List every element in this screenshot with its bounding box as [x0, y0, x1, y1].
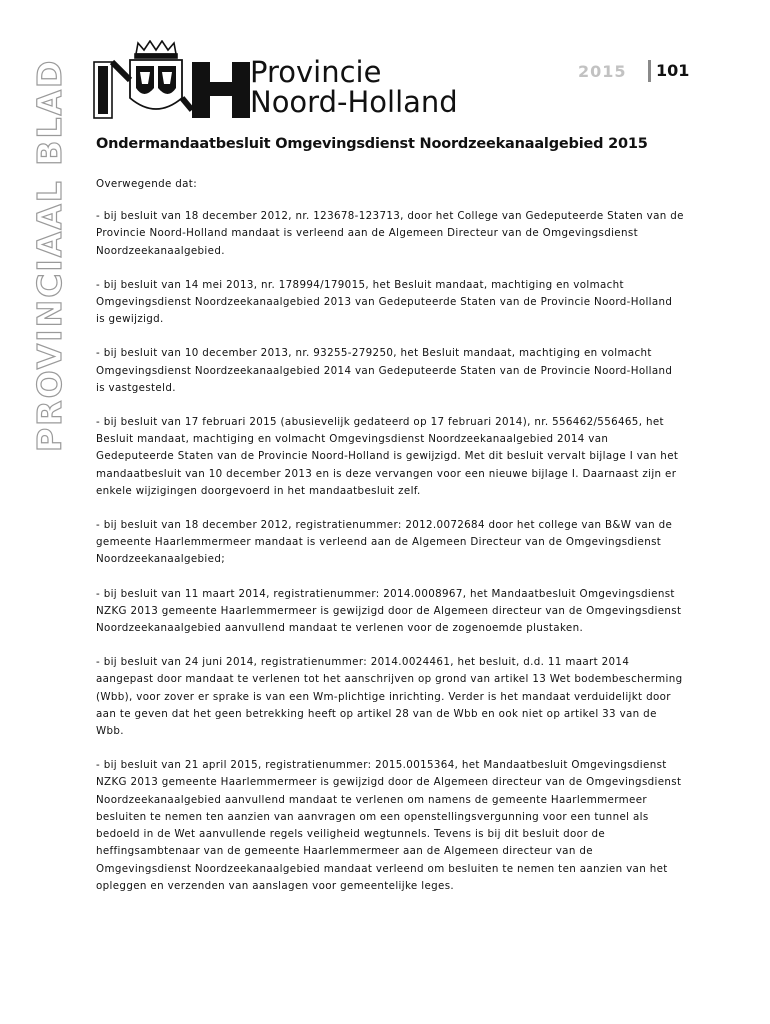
paragraph: - bij besluit van 21 april 2015, registratienummer: 2015.0015364, het Mandaatbesluit Omgevingsdienst NZKG 2013 gemeente Haarlemmermeer is gewijzigd door de Algemeen directeur van de Omgevingsdienst Noordzeekanaalgebied aanvullend mandaat te verlenen om namens de gemeente Haarlemmermeer besluiten te nemen ten aanzien van aanvragen om een openstellingsvergunning voor een tunnel als bedoeld in de Wet aanvullende regels veiligheid wegtunnels. Tevens is bij dit besluit door de heffingsambtenaar van de gemeente Haarlemmermeer aan de Algemeen directeur van de Omgevingsdienst Noordzeekanaalgebied mandaat verleend om besluiten te nemen ten aanzien van het opleggen en verzenden van aanslagen voor gemeentelijke leges.: [96, 759, 682, 892]
side-label-provinciaal-blad: PROVINCIAAL BLAD: [30, 58, 69, 452]
paragraph: - bij besluit van 18 december 2012, registratienummer: 2012.0072684 door het college van B&W van de gemeente Haarlemmermeer mandaat is verleend aan de Algemeen Directeur van de Omgevingsdienst Noordzeekanaalgebied;: [96, 519, 673, 566]
paragraph: - bij besluit van 18 december 2012, nr. 123678-123713, door het College van Gedeputeerde Staten van de Provincie Noord-Holland mandaat is verleend aan de Algemeen Directeur van de Omgevingsdienst Noordzeekanaalgebied.: [96, 210, 684, 257]
paragraph: - bij besluit van 24 juni 2014, registratienummer: 2014.0024461, het besluit, d.d. 11 maart 2014 aangepast door mandaat te verlenen tot het aanschrijven op grond van artikel 13 Wet bodembescherming (Wbb), voor zover er sprake is van een Wm-plichtige inrichting. Verder is het mandaat verduidelijkt door aan te geven dat het geen betrekking heeft op artikel 28 van de Wbb en ook niet op artikel 33 van de Wbb.: [96, 656, 683, 738]
crown-icon: [135, 41, 177, 58]
document-title: Ondermandaatbesluit Omgevingsdienst Noordzeekanaalgebied 2015: [96, 136, 648, 152]
page-number: 101: [656, 61, 690, 80]
paragraph: - bij besluit van 14 mei 2013, nr. 178994/179015, het Besluit mandaat, machtiging en volmacht Omgevingsdienst Noordzeekanaalgebied 2013 van Gedeputeerde Staten van de Provincie Noord-Holland is gewijzigd.: [96, 278, 673, 326]
header-year: 2015: [578, 62, 627, 81]
logo-line-2: Noord-Holland: [250, 85, 458, 119]
logo-line-1: Provincie: [250, 55, 382, 89]
paragraph: - bij besluit van 11 maart 2014, registratienummer: 2014.0008967, het Mandaatbesluit Omgevingsdienst NZKG 2013 gemeente Haarlemmermeer is gewijzigd door de Algemeen directeur van de Omgevingsdienst Noordzeekanaalgebied aanvullend mandaat te verlenen voor de zogenoemde plustaken.: [96, 587, 682, 635]
logo-wordmark: [250, 57, 458, 117]
intro-line: Overwegende dat:: [96, 178, 198, 190]
document-body: [96, 176, 684, 912]
coat-of-arms-icon: [92, 40, 262, 120]
paragraph: - bij besluit van 10 december 2013, nr. 93255-279250, het Besluit mandaat, machtiging en volmacht Omgevingsdienst Noordzeekanaalgebied 2014 van Gedeputeerde Staten van de Provincie Noord-Holland is vastgesteld.: [96, 347, 673, 394]
paragraph: - bij besluit van 17 februari 2015 (abusievelijk gedateerd op 17 februari 2014), nr. 556462/556465, het Besluit mandaat, machtiging en volmacht Omgevingsdienst Noordzeekanaalgebied 2014 van Gedeputeerde Staten van de Provincie Noord-Holland is gewijzigd. Met dit besluit vervalt bijlage I van het mandaatbesluit van 10 december 2013 en is deze vervangen voor een nieuwe bijlage I. Daarnaast zijn er enkele wijzigingen doorgevoerd in het mandaatbesluit zelf.: [96, 416, 679, 497]
page-number-divider: [648, 60, 651, 82]
